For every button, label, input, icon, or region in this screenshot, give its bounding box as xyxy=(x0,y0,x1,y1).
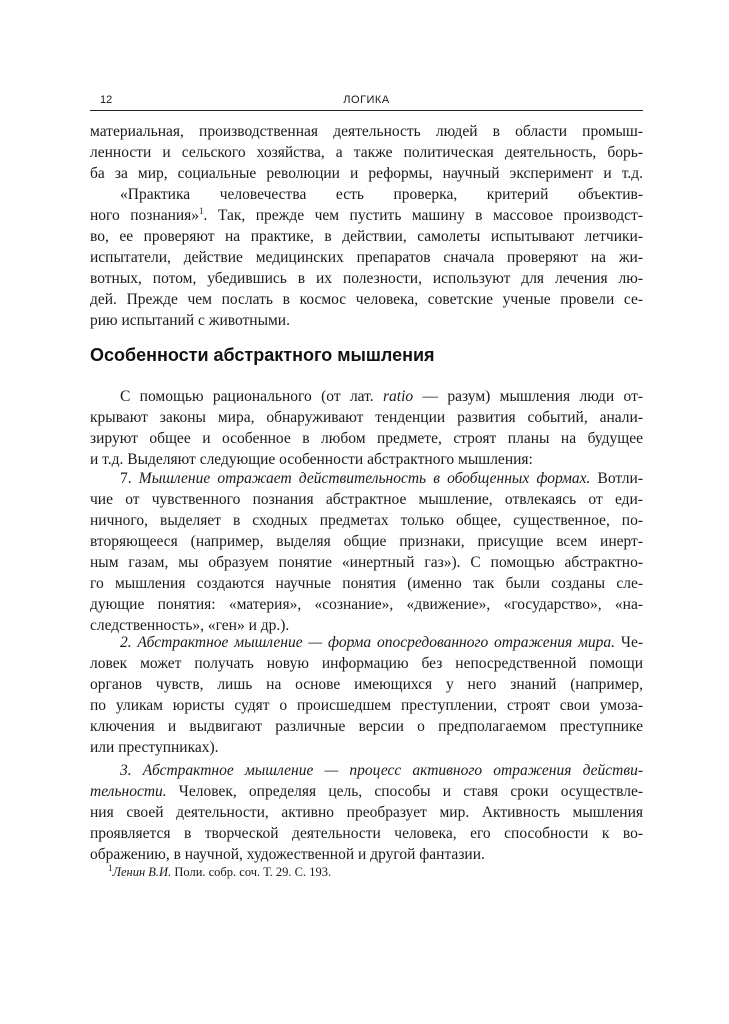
feature-statement: 2. Абстрактное мышление — форма опосредованного отражения мира. xyxy=(120,634,616,651)
paragraph-feature-3 xyxy=(90,760,643,865)
text-line: вотных, потом, убедившись в их полезности, используют для лечения лю- xyxy=(90,270,643,287)
running-head-title: ЛОГИКА xyxy=(343,94,390,106)
text-line: «Практика человечества есть проверка, критерий объектив- xyxy=(120,186,643,203)
footnote-source: Поли. собр. соч. Т. 29. С. 193. xyxy=(171,865,332,879)
paragraph-practice xyxy=(90,121,643,331)
text-line: дей. Прежде чем послать в космос человека, советские ученые провели се- xyxy=(90,291,643,308)
text-line: 2. Абстрактное мышление — форма опосредованного отражения мира. Че- xyxy=(120,634,643,651)
footnote-mark: 1 xyxy=(108,862,113,873)
text-line: по уликам юристы судят о происшедшем преступлении, строят свои умоза- xyxy=(90,697,643,714)
text-line: 7. Мышление отражает действительность в обобщенных формах. Вотли- xyxy=(120,470,644,487)
text-line: следственность», «ген» и др.). xyxy=(90,617,290,634)
feature-statement: Мышление отражает действительность в обобщенных формах. xyxy=(138,470,591,487)
item-number: 7. xyxy=(120,470,139,487)
text-line: и т.д. Выделяют следующие особенности абстрактного мышления: xyxy=(90,451,533,468)
text-line: го мышления создаются научные понятия (именно так были созданы сле- xyxy=(90,575,643,592)
text-line: крывают законы мира, обнаруживают тенденции развития событий, анали- xyxy=(90,409,643,426)
text-line: ключения и выдвигают различные версии о предполагаемом преступнике xyxy=(90,718,643,735)
paragraph-feature-2 xyxy=(90,632,643,758)
text-line: дующие понятия: «материя», «сознание», «движение», «государство», «на- xyxy=(90,596,643,613)
paragraph-feature-1 xyxy=(90,468,643,636)
quote-continuation: . Так, прежде чем пустить машину в массовое производст- xyxy=(203,207,643,224)
running-head xyxy=(90,92,643,111)
text-line: испытатели, действие медицинских препаратов сначала проверяют на жи- xyxy=(90,249,643,266)
text-line: ображению, в научной, художественной и другой фантазии. xyxy=(90,846,485,863)
footnote-author: Ленин В.И. xyxy=(112,865,172,879)
text-line: проявляется в творческой деятельности человека, его способности к во- xyxy=(90,825,643,842)
text-line: ба за мир, социальные революции и реформы, научный эксперимент и т.д. xyxy=(90,165,643,182)
text-line: тельности. Человек, определяя цель, способы и ставя сроки осуществле- xyxy=(90,783,643,800)
latin-term: ratio xyxy=(383,388,414,405)
text-line: ленности и сельского хозяйства, а также политическая деятельность, борь- xyxy=(90,144,643,161)
text-line: ным газам, мы образуем понятие «инертный газ»). С помощью абстрактно- xyxy=(90,554,643,571)
text-line: ничного, выделяет в сходных предметах только общее, существенное, по- xyxy=(90,512,643,529)
text-line: во, ее проверяют на практике, в действии, самолеты испытывают летчики- xyxy=(90,228,643,245)
text-line: чие от чувственного познания абстрактное мышление, отвлекаясь от еди- xyxy=(90,491,643,508)
text-line: ловек может получать новую информацию без непосредственной помощи xyxy=(90,655,643,672)
page-number: 12 xyxy=(100,94,113,106)
paragraph-intro xyxy=(90,386,643,470)
text-line: вторяющееся (например, выделяя общие признаки, присущие всем инерт- xyxy=(90,533,643,550)
text-line: материальная, производственная деятельность людей в области промыш- xyxy=(90,123,643,140)
text-line: органов чувств, лишь на основе имеющихся у него знаний (например, xyxy=(90,676,643,693)
section-heading: Особенности абстрактного мышления xyxy=(90,345,435,365)
footnote xyxy=(108,864,643,880)
footnote-ref: 1 xyxy=(199,205,204,216)
text-line: ния своей деятельности, активно преобразует мир. Активность мышления xyxy=(90,804,643,821)
text-line: рию испытаний с животными. xyxy=(90,312,290,329)
text-line: или преступниках). xyxy=(90,739,219,756)
text-line: С помощью рационального (от лат. ratio — разум) мышления люди от- xyxy=(120,388,644,405)
feature-statement: 3. Абстрактное мышление — процесс активного отражения действи- xyxy=(120,762,643,779)
quote-end: ного познания» xyxy=(90,207,200,224)
text-line xyxy=(90,205,643,226)
text-line: зируют общее и особенное в любом предмете, строят планы на будущее xyxy=(90,430,643,447)
feature-statement-end: тельности. xyxy=(90,783,167,800)
